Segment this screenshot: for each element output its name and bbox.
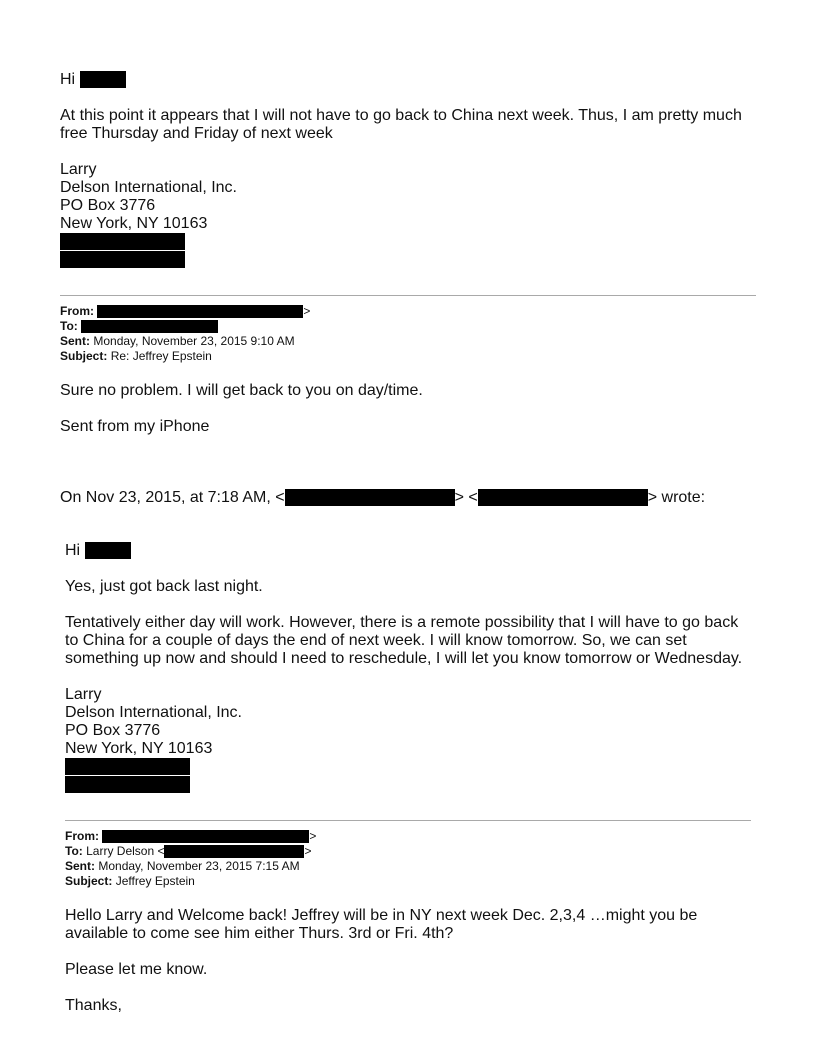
message-body-2: Sure no problem. I will get back to you on day/time. (60, 382, 423, 399)
message-body-4: Hello Larry and Welcome back! Jeffrey will be in NY next week Dec. 2,3,4 …might you be available to come see him either Thurs. 3rd or Fri. 4th? (65, 907, 698, 942)
signature-2 (65, 686, 242, 758)
signature-po-box: PO Box 3776 (65, 722, 161, 739)
message-body-3b: Tentatively either day will work. However, there is a remote possibility that I will have to go back to China for a couple of days the end of next week. I will know tomorrow. So, we can set something up now and should I need to reschedule, I will let you know tomorrow or Wednesday. (65, 614, 743, 667)
redaction-bar (102, 830, 309, 843)
redaction-bar (80, 71, 126, 88)
signature-city: New York, NY 10163 (60, 215, 208, 232)
redaction-bar (60, 233, 185, 250)
signature-city: New York, NY 10163 (65, 740, 213, 757)
email-header-2 (65, 829, 316, 889)
redaction-bar (81, 320, 218, 333)
message-body-3a: Yes, just got back last night. (65, 578, 263, 595)
redaction-bar (60, 251, 185, 268)
signature-name: Larry (65, 686, 102, 703)
from-row: From: > (65, 829, 317, 843)
to-row: To: Larry Delson < > (65, 844, 312, 858)
email-header-1 (60, 304, 310, 364)
signature-1 (60, 161, 237, 233)
redaction-bar (65, 776, 190, 793)
message-closing-request: Please let me know. (65, 961, 208, 978)
signature-company: Delson International, Inc. (60, 179, 237, 196)
greeting-1: Hi (60, 71, 126, 89)
signature-company: Delson International, Inc. (65, 704, 242, 721)
greeting-2: Hi (65, 542, 131, 560)
from-row: From: > (60, 304, 311, 318)
divider (60, 295, 756, 296)
redaction-bar (97, 305, 303, 318)
signature-name: Larry (60, 161, 97, 178)
redaction-bar (285, 489, 455, 506)
message-body-1: At this point it appears that I will not have to go back to China next week. Thus, I am pretty much free Thursday and Friday of next week (60, 107, 742, 142)
divider (65, 820, 751, 821)
message-signoff: Thanks, (65, 997, 122, 1014)
sent-row: Sent: Monday, November 23, 2015 7:15 AM (65, 859, 300, 873)
subject-row: Subject: Jeffrey Epstein (65, 874, 195, 888)
quote-attribution: On Nov 23, 2015, at 7:18 AM, < > < > wrote: (60, 489, 706, 506)
sent-from-iphone: Sent from my iPhone (60, 418, 210, 435)
redaction-bar (65, 758, 190, 775)
redaction-bar (164, 845, 304, 858)
to-row: To: (60, 319, 310, 334)
sent-row: Sent: Monday, November 23, 2015 9:10 AM (60, 334, 295, 348)
signature-po-box: PO Box 3776 (60, 197, 156, 214)
redaction-bar (478, 489, 648, 506)
subject-row: Subject: Re: Jeffrey Epstein (60, 349, 212, 363)
redaction-bar (85, 542, 131, 559)
